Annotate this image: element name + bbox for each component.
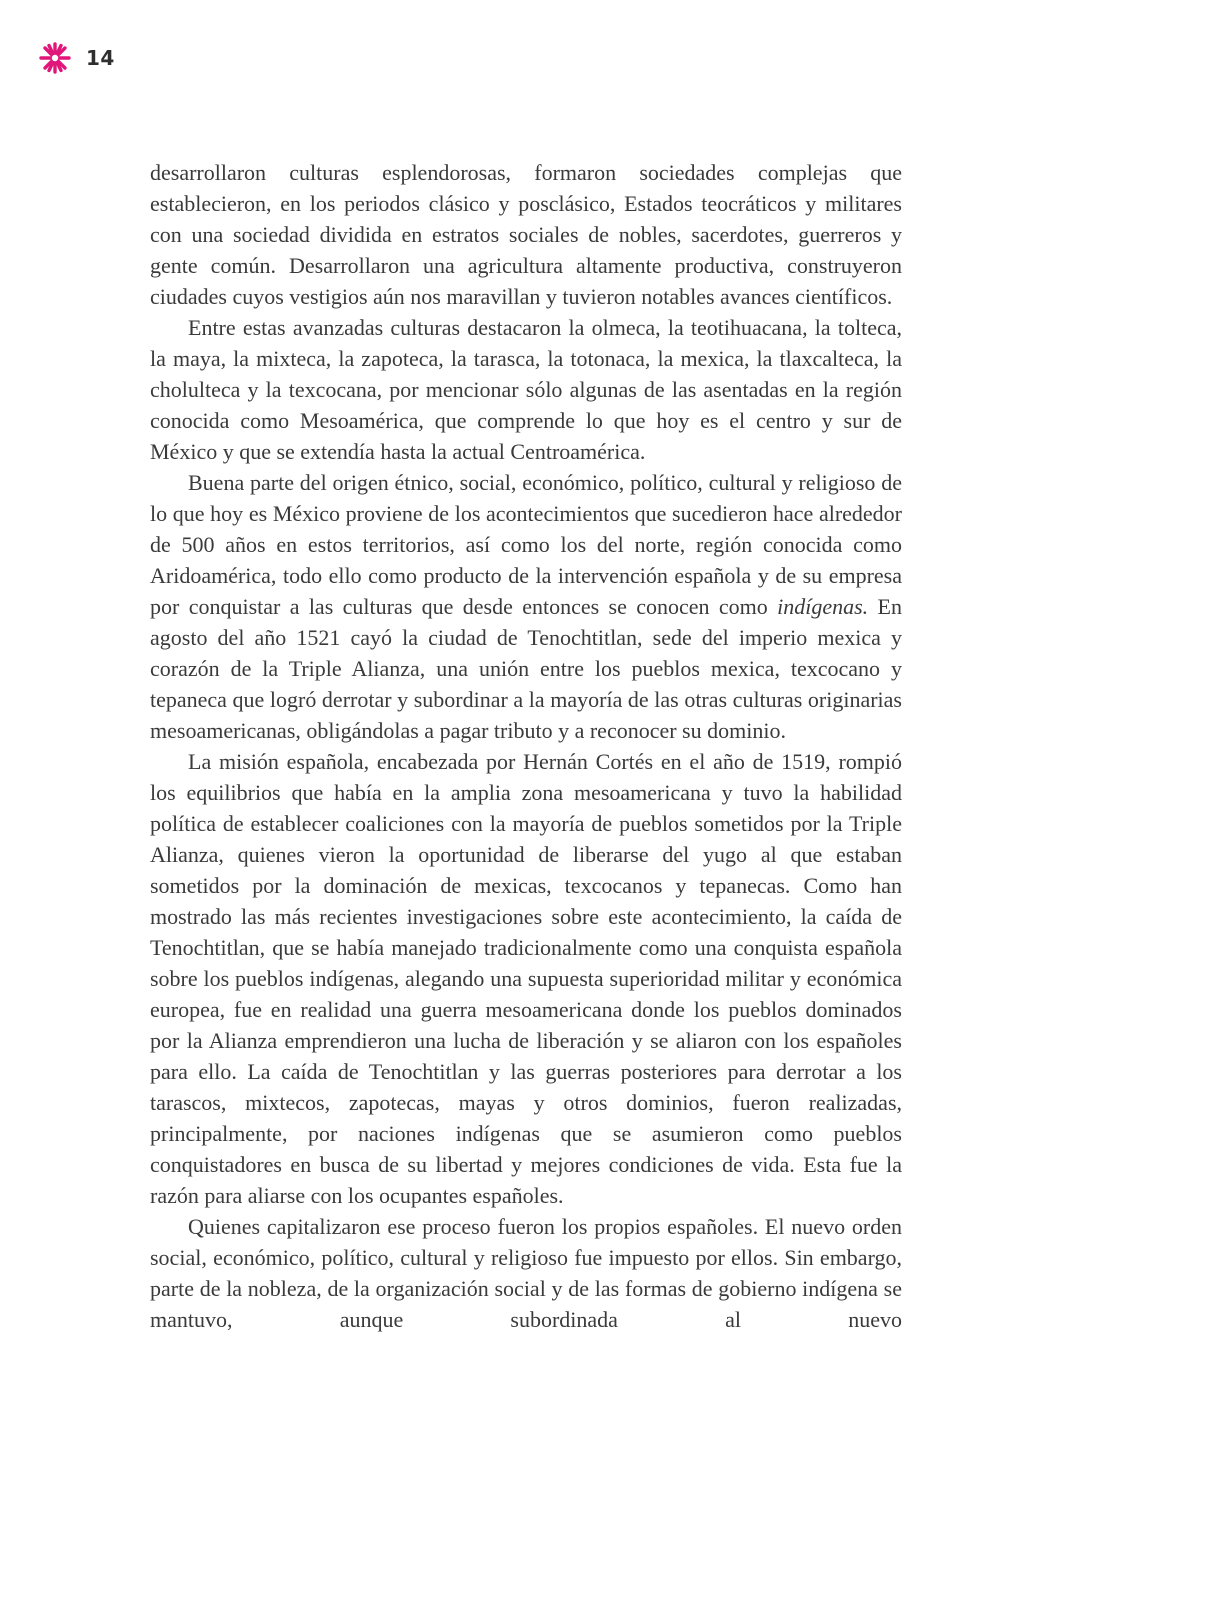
body-text (150, 157, 902, 1335)
paragraph-2 (150, 312, 902, 467)
paragraph-1 (150, 157, 902, 312)
paragraph-text: Buena parte del origen étnico, social, económico, político, cultural y religioso de lo que hoy es México proviene de los acontecimientos que sucedieron hace alrededor de 500 años en estos territorios, así como los del norte, región conocida como Aridoamérica, todo ello como producto de la intervención española y de su empresa por conquistar a las culturas que desde entonces se conocen como (150, 470, 902, 619)
page-number: 14 (86, 46, 115, 70)
paragraph-text-continued: En agosto del año 1521 cayó la ciudad de Tenochtitlan, sede del imperio mexica y corazón de la Triple Alianza, una unión entre los pueblos mexica, texcocano y tepaneca que logró derrotar y subordinar a la mayoría de las otras culturas originarias mesoamericanas, obligándolas a pagar tributo y a reconocer su dominio. (150, 594, 902, 743)
page-header (38, 40, 115, 76)
paragraph-4 (150, 746, 902, 1211)
asterisk-icon (38, 41, 72, 75)
paragraph-text: Entre estas avanzadas culturas destacaron la olmeca, la teotihuacana, la tolteca, la maya, la mixteca, la zapoteca, la tarasca, la totonaca, la mexica, la tlaxcalteca, la cholulteca y la texcocana, por mencionar sólo algunas de las asentadas en la región conocida como Mesoamérica, que comprende lo que hoy es el centro y sur de México y que se extendía hasta la actual Centroamérica. (150, 315, 902, 464)
paragraph-text: desarrollaron culturas esplendorosas, formaron sociedades complejas que establecieron, en los periodos clásico y posclásico, Estados teocráticos y militares con una sociedad dividida en estratos sociales de nobles, sacerdotes, guerreros y gente común. Desarrollaron una agricultura altamente productiva, construyeron ciudades cuyos vestigios aún nos maravillan y tuvieron notables avances científicos. (150, 160, 902, 309)
paragraph-3 (150, 467, 902, 746)
paragraph-text: Quienes capitalizaron ese proceso fueron los propios españoles. El nuevo orden social, económico, político, cultural y religioso fue impuesto por ellos. Sin embargo, parte de la nobleza, de la organización social y de las formas de gobierno indígena se mantuvo, aunque subordinada al nuevo (150, 1214, 902, 1332)
paragraph-text: La misión española, encabezada por Hernán Cortés en el año de 1519, rompió los equilibrios que había en la amplia zona mesoamericana y tuvo la habilidad política de establecer coaliciones con la mayoría de pueblos sometidos por la Triple Alianza, quienes vieron la oportunidad de liberarse del yugo al que estaban sometidos por la dominación de mexicas, texcocanos y tepanecas. Como han mostrado las más recientes investigaciones sobre este acontecimiento, la caída de Tenochtitlan, que se había manejado tradicionalmente como una conquista española sobre los pueblos indígenas, alegando una supuesta superioridad militar y económica europea, fue en realidad una guerra mesoamericana donde los pueblos dominados por la Alianza emprendieron una lucha de liberación y se aliaron con los españoles para ello. La caída de Tenochtitlan y las guerras posteriores para derrotar a los tarascos, mixtecos, zapotecas, mayas y otros dominios, fueron realizadas, principalmente, por naciones indígenas que se asumieron como pueblos conquistadores en busca de su libertad y mejores condiciones de vida. Esta fue la razón para aliarse con los ocupantes españoles. (150, 749, 902, 1208)
emphasis-indigenas: indígenas. (777, 594, 869, 619)
paragraph-5 (150, 1211, 902, 1335)
